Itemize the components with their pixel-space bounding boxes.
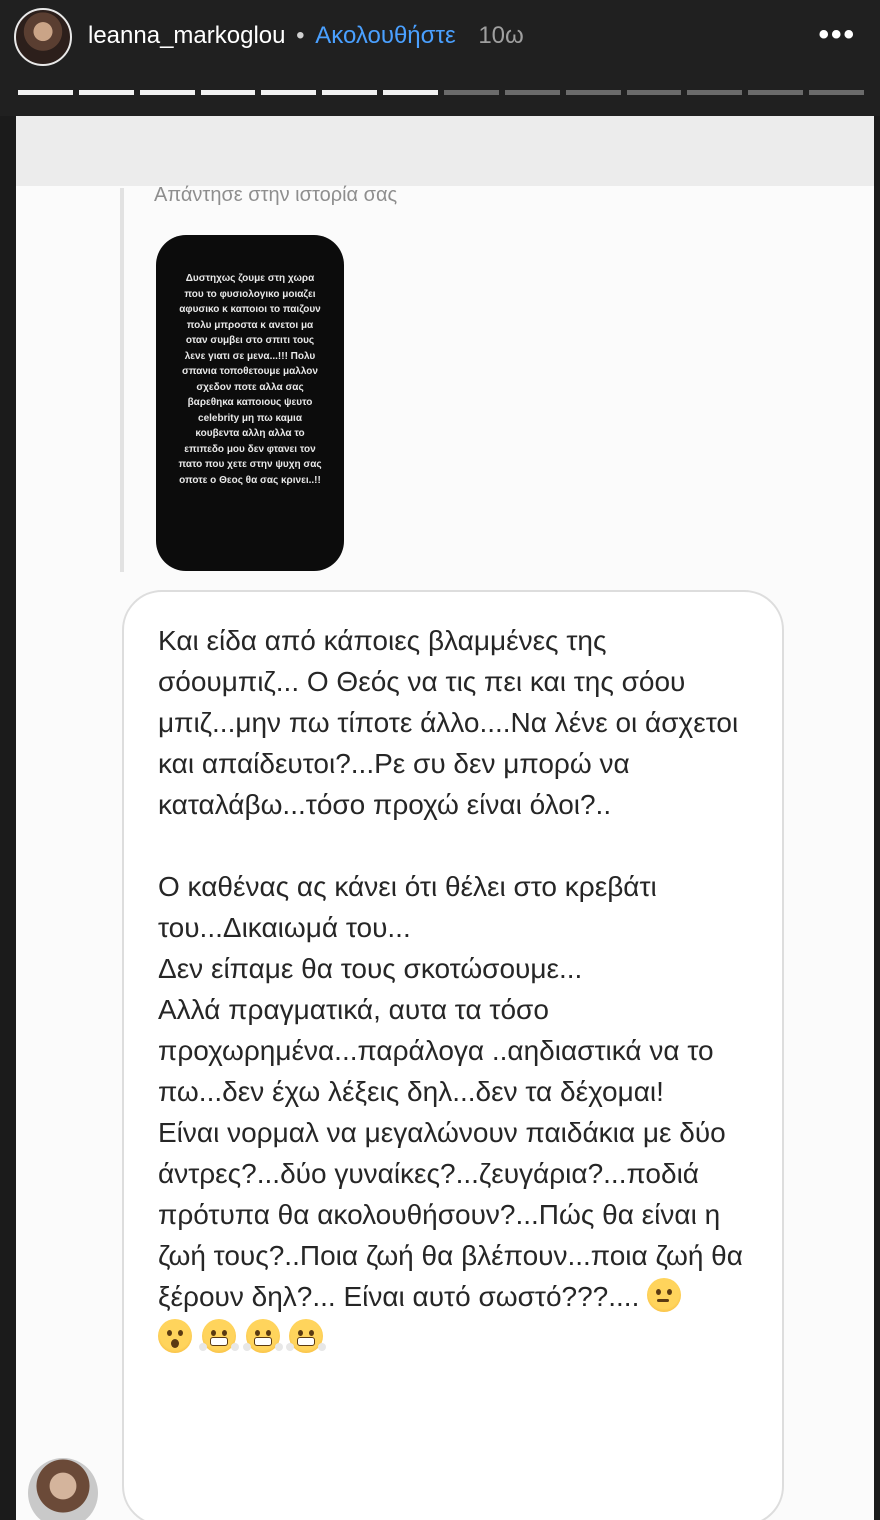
progress-segment (809, 90, 864, 95)
reply-caption: Απάντησε στην ιστορία σας (154, 184, 398, 206)
message-bubble (122, 590, 784, 1520)
steam-face-icon (289, 1319, 323, 1353)
paragraph-gap (158, 825, 752, 866)
message-line-3: Δεν είπαμε θα τους σκοτώσουμε... (158, 953, 583, 984)
username-link[interactable]: leanna_markoglou (88, 22, 286, 49)
thinking-face-icon (647, 1278, 681, 1312)
progress-segment (505, 90, 560, 95)
progress-segment (18, 90, 73, 95)
message-line-2: Ο καθένας ας κάνει ότι θέλει στο κρεβάτι του...Δικαιωμά του... (158, 871, 657, 943)
progress-segment (566, 90, 621, 95)
progress-segment (444, 90, 499, 95)
message-line-5-text: Είναι νορμαλ να μεγαλώνουν παιδάκια με δύο άντρες?...δύο γυναίκες?...ζευγάρια?...ποδιά πρότυπα θα ακολουθήσουν?...Πώς θα είναι η ζωή τους?..Ποια ζωή θα βλέπουν...ποια ζωή θα ξέρουν δηλ?... Είναι αυτό σωστό???.... (158, 1117, 743, 1312)
astonished-face-icon (158, 1319, 192, 1353)
message-text (158, 620, 752, 1358)
progress-segment (79, 90, 134, 95)
steam-face-icon (246, 1319, 280, 1353)
progress-segment (261, 90, 316, 95)
progress-segment (322, 90, 377, 95)
message-line-5 (158, 1112, 752, 1358)
story-timestamp: 10ω (478, 22, 524, 49)
story-user-line (88, 22, 524, 50)
progress-segment (748, 90, 803, 95)
story-thumbnail[interactable] (156, 235, 344, 571)
follow-button[interactable]: Ακολουθήστε (315, 22, 456, 49)
steam-face-icon (202, 1319, 236, 1353)
profile-avatar[interactable] (14, 8, 72, 66)
reply-quote-line (120, 188, 124, 572)
progress-segment (627, 90, 682, 95)
progress-segment (140, 90, 195, 95)
message-line-4: Αλλά πραγματικά, αυτα τα τόσο προχωρημένα...παράλογα ..αηδιαστικά να το πω...δεν έχω λέξεις δηλ...δεν τα δέχομαι! (158, 994, 714, 1107)
message-paragraph-1: Και είδα από κάποιες βλαμμένες της σόουμπιζ... Ο Θεός να τις πει και της σόου μπιζ...μην πω τίποτε άλλο....Να λένε οι άσχετοι και απαίδευτοι?...Ρε συ δεν μπορώ να καταλάβω...τόσο προχώ είναι όλοι?.. (158, 625, 739, 820)
progress-segment (201, 90, 256, 95)
more-options-icon[interactable]: ••• (818, 18, 856, 51)
panel-top-band (16, 116, 874, 186)
separator-dot: • (296, 22, 305, 49)
progress-segment (687, 90, 742, 95)
story-thumbnail-text: Δυστηχως ζουμε στη χωρα που το φυσιολογικο μοιαζει αφυσικο κ καποιοι το παιζουν πολυ μπροστα κ ανετοι μα οταν συμβει στο σπιτι τους λενε γιατι σε μενα...!!! Πολυ σπανια τοποθετουμε μαλλον σχεδον ποτε αλλα σας βαρεθηκα καποιους ψευτο celebrity μη πω καμια κουβεντα αλλη αλλα το επιπεδο μου δεν φτανει τον πατο που χετε στην ψυχη σας οποτε ο Θεος θα σας κρινει..!! (178, 273, 322, 486)
progress-segment (383, 90, 438, 95)
story-progress-bar (18, 90, 864, 95)
story-header (0, 0, 880, 116)
sender-avatar (28, 1458, 98, 1520)
